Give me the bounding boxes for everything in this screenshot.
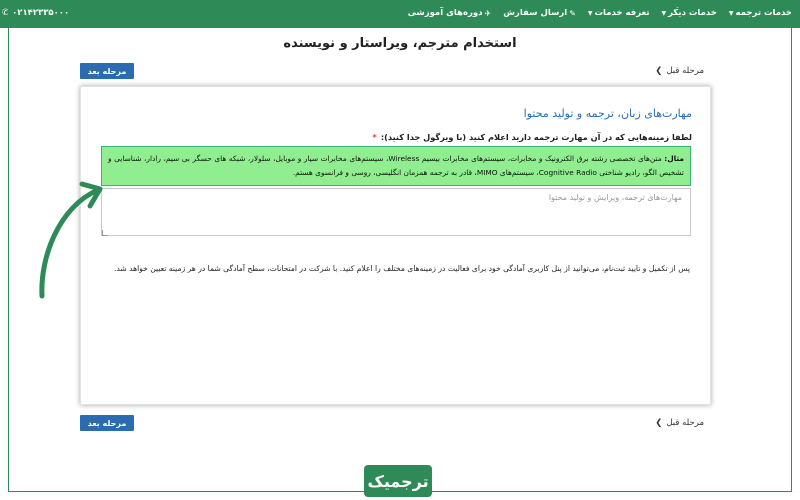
prev-step-link-top[interactable] xyxy=(655,66,704,76)
phone-icon: ✆ xyxy=(2,8,10,18)
brand-logo: ترجمیک xyxy=(364,465,432,497)
pointer-arrow-icon xyxy=(30,176,110,306)
main-menu xyxy=(408,8,792,18)
courses-icon: ✈ xyxy=(484,8,492,18)
example-label: مثال: xyxy=(664,154,685,163)
prev-step-link-bottom[interactable] xyxy=(655,418,704,428)
phone-number-text: ۰۲۱۴۲۳۳۵۰۰۰ xyxy=(12,8,70,18)
prev-step-label: مرحله قبل xyxy=(666,418,704,428)
chevron-down-icon: ▼ xyxy=(728,9,734,17)
top-navigation-bar xyxy=(0,0,800,28)
chevron-down-icon: ▼ xyxy=(661,9,667,17)
menu-courses[interactable]: ✈ دوره‌های آموزشی xyxy=(407,8,492,18)
question-label xyxy=(373,132,692,142)
required-mark: * xyxy=(372,132,377,142)
next-step-button-bottom[interactable]: مرحله بعد xyxy=(80,415,134,431)
question-text: لطفا زمینه‌هایی که در آن مهارت ترجمه دارید اعلام کنید (با ویرگول جدا کنید): xyxy=(380,132,692,142)
prev-step-label: مرحله قبل xyxy=(666,66,704,76)
menu-other-services[interactable]: خدمات دیگر ▼ xyxy=(661,8,717,18)
next-step-button-top[interactable]: مرحله بعد xyxy=(80,63,134,79)
chevron-right-icon: ❯ xyxy=(655,66,663,76)
menu-pricing[interactable]: تعرفه خدمات ▼ xyxy=(587,8,650,18)
section-heading: مهارت‌های زبان، ترجمه و تولید محتوا xyxy=(523,107,692,120)
chevron-down-icon: ▼ xyxy=(587,9,593,17)
order-icon: ✎ xyxy=(569,8,576,18)
skills-textarea[interactable] xyxy=(101,188,691,236)
phone-number[interactable] xyxy=(2,8,69,18)
page-title: استخدام مترجم، ویراستار و نویسنده xyxy=(283,36,517,51)
info-note: پس از تکمیل و تایید ثبت‌نام، می‌توانید از پنل کاربری آمادگی خود برای فعالیت در زمینه‌های مختلف را اعلام کنید. با شرکت در امتحانات، سطح آمادگی شما در هر زمینه تعیین خواهد شد. xyxy=(113,264,690,273)
example-text: متن‌های تخصصی رشته برق الکترونیک و مخابرات، سیستم‌های مخابرات بیسیم Wireless، سیستم‌های مخابرات سیار و موبایل، سلولار، شبکه های حسگر بی سیم، رادار، شناسایی و تشخیص الگو، رادیو شناختی Cognitive Radio، سیستم‌های MIMO، قادر به ترجمه همزمان انگلیسی، روسی و فرانسوی هستم. xyxy=(108,154,684,177)
chevron-right-icon: ❯ xyxy=(655,418,663,428)
example-hint-box xyxy=(101,146,691,186)
menu-translation-services[interactable]: خدمات ترجمه ▼ xyxy=(728,8,792,18)
menu-submit-order[interactable]: ✎ ارسال سفارش xyxy=(503,8,576,18)
form-card xyxy=(80,86,711,405)
